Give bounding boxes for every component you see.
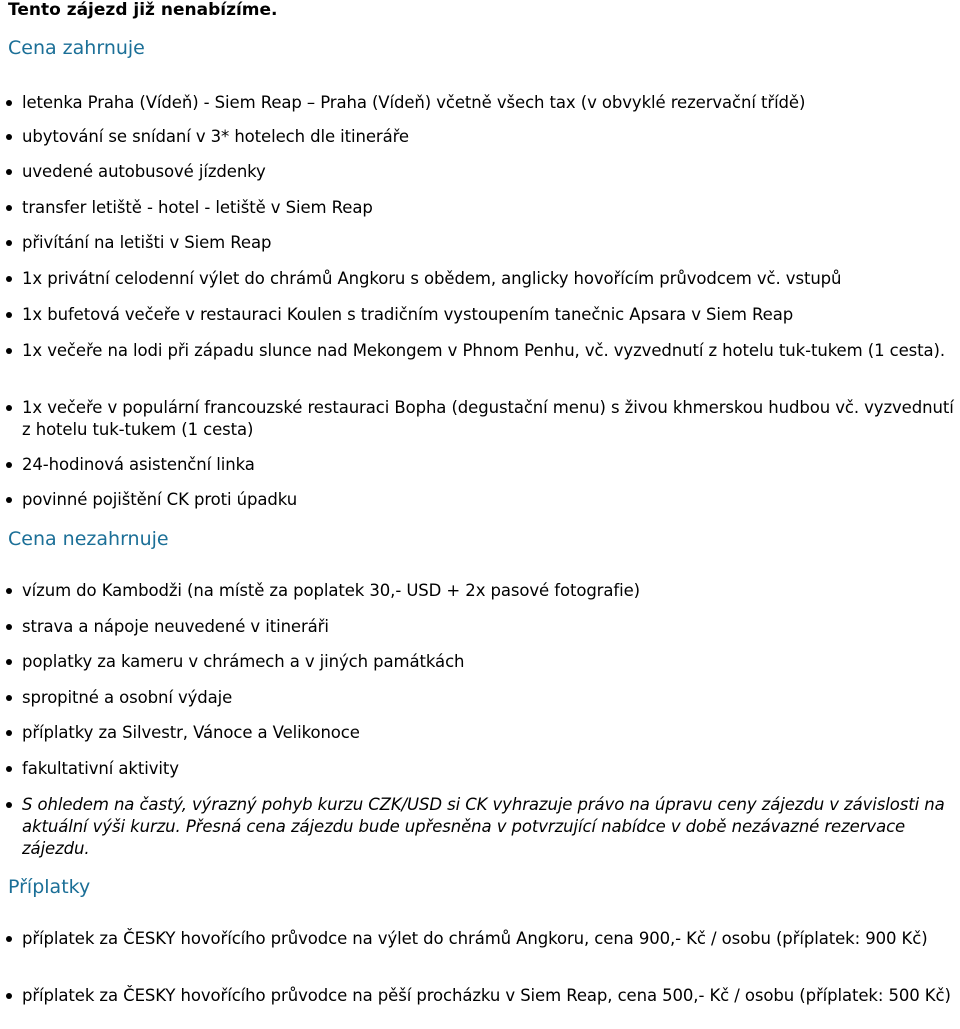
list-item: uvedené autobusové jízdenky bbox=[22, 161, 958, 183]
list-item: 1x večeře na lodi při západu slunce nad Mekongem v Phnom Penhu, vč. vyzvednutí z hotelu tuk-tukem (1 cesta). bbox=[22, 340, 958, 362]
section-heading-excluded: Cena nezahrnuje bbox=[8, 528, 169, 550]
list-item: fakultativní aktivity bbox=[22, 758, 958, 780]
list-item: příplatek za ČESKY hovořícího průvodce na výlet do chrámů Angkoru, cena 900,- Kč / osobu (příplatek: 900 Kč) bbox=[22, 928, 958, 950]
list-item: vízum do Kambodži (na místě za poplatek 30,- USD + 2x pasové fotografie) bbox=[22, 580, 958, 602]
section-heading-surcharges: Příplatky bbox=[8, 876, 91, 898]
list-item: ubytování se snídaní v 3* hotelech dle itineráře bbox=[22, 126, 958, 148]
list-item: poplatky za kameru v chrámech a v jiných památkách bbox=[22, 651, 958, 673]
section-heading-included: Cena zahrnuje bbox=[8, 37, 145, 59]
tour-unavailable-notice: Tento zájezd již nenabízíme. bbox=[8, 0, 278, 20]
list-item: povinné pojištění CK proti úpadku bbox=[22, 489, 958, 511]
list-item: příplatek za ČESKY hovořícího průvodce na pěší procházku v Siem Reap, cena 500,- Kč / osobu (příplatek: 500 Kč) bbox=[22, 985, 958, 1007]
list-item: příplatky za Silvestr, Vánoce a Velikonoce bbox=[22, 722, 958, 744]
list-item: přivítání na letišti v Siem Reap bbox=[22, 232, 958, 254]
list-item: 1x privátní celodenní výlet do chrámů Angkoru s obědem, anglicky hovořícím průvodcem vč. vstupů bbox=[22, 268, 958, 290]
list-item: S ohledem na častý, výrazný pohyb kurzu CZK/USD si CK vyhrazuje právo na úpravu ceny zájezdu v závislosti na aktuální výši kurzu. Přesná cena zájezdu bude upřesněna v potvrzující nabídce v době nezávazné rezervace zájezdu. bbox=[22, 794, 958, 860]
list-item: 1x bufetová večeře v restauraci Koulen s tradičním vystoupením tanečnic Apsara v Siem Reap bbox=[22, 304, 958, 326]
list-item: 1x večeře v populární francouzské restauraci Bopha (degustační menu) s živou khmerskou hudbou vč. vyzvednutí z hotelu tuk-tukem (1 cesta) bbox=[22, 397, 958, 441]
list-item: spropitné a osobní výdaje bbox=[22, 687, 958, 709]
list-item: letenka Praha (Vídeň) - Siem Reap – Praha (Vídeň) včetně všech tax (v obvyklé rezervační třídě) bbox=[22, 92, 958, 114]
list-item: strava a nápoje neuvedené v itineráři bbox=[22, 616, 958, 638]
list-item: transfer letiště - hotel - letiště v Siem Reap bbox=[22, 197, 958, 219]
list-item: 24-hodinová asistenční linka bbox=[22, 454, 958, 476]
